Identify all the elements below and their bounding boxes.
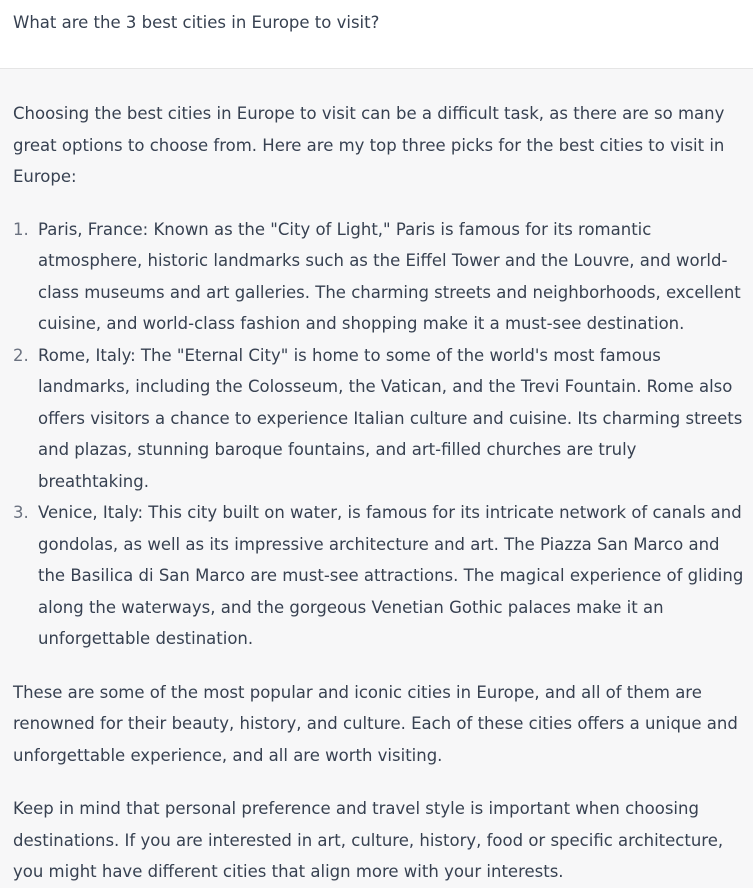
assistant-message <box>0 98 753 888</box>
list-item-text: Rome, Italy: The "Eternal City" is home to some of the world's most famous landmarks, including the Colosseum, the Vatican, and the Trevi Fountain. Rome also offers visitors a chance to experience Italian culture and cuisine. Its charming streets and plazas, stunning baroque fountains, and art-filled churches are truly breathtaking. <box>38 345 743 491</box>
list-item-text: Venice, Italy: This city built on water, is famous for its intricate network of canals and gondolas, as well as its impressive architecture and art. The Piazza San Marco and the Basilica di San Marco are must-see attractions. The magical experience of gliding along the waterways, and the gorgeous Venetian Gothic palaces make it an unforgettable destination. <box>38 503 744 648</box>
list-item-number: 2. <box>13 345 29 365</box>
list-item-number: 3. <box>13 503 29 522</box>
list-item <box>13 340 745 498</box>
list-item <box>13 497 745 655</box>
list-item <box>13 214 745 340</box>
user-message-text: What are the 3 best cities in Europe to visit? <box>13 13 380 32</box>
list-item-number: 1. <box>13 219 29 239</box>
answer-note: Keep in mind that personal preference and travel style is important when choosing destinations. If you are interested in art, culture, history, food or specific architecture, you might have different cities that align more with your interests. <box>13 799 724 881</box>
answer-summary: These are some of the most popular and iconic cities in Europe, and all of them are renowned for their beauty, history, and culture. Each of these cities offers a unique and unforgettable experience, and all are worth visiting. <box>13 682 738 765</box>
city-list <box>13 214 745 655</box>
list-item-text: Paris, France: Known as the "City of Light," Paris is famous for its romantic atmosphere, historic landmarks such as the Eiffel Tower and the Louvre, and world-class museums and art galleries. The charming streets and neighborhoods, excellent cuisine, and world-class fashion and shopping make it a must-see destination. <box>38 219 741 333</box>
user-message <box>0 0 753 69</box>
answer-intro: Choosing the best cities in Europe to visit can be a difficult task, as there are so many great options to choose from. Here are my top three picks for the best cities to visit in Europe: <box>13 104 725 186</box>
